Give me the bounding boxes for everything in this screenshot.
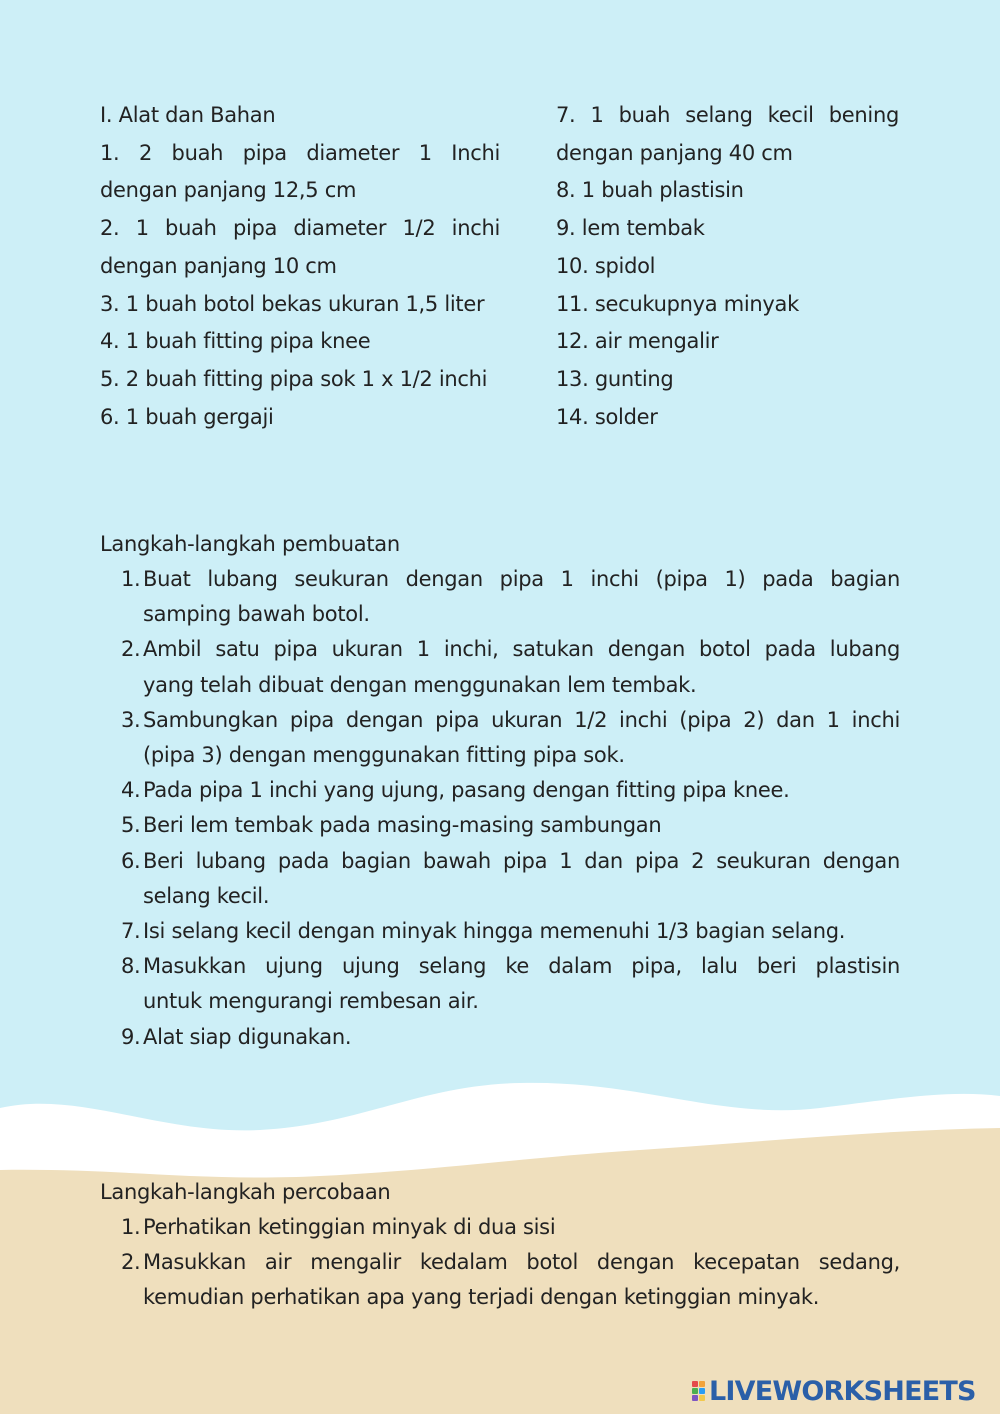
step-text: selang kecil.: [143, 883, 270, 908]
material-line: 1. 2 buah pipa diameter 1 Inchi: [100, 140, 500, 165]
step-number: 3.: [121, 707, 141, 732]
step-item: [100, 844, 900, 914]
step-item: [100, 1020, 900, 1055]
material-line: dengan panjang 12,5 cm: [100, 178, 357, 203]
step-number: 1.: [121, 1215, 141, 1239]
step-text: Buat lubang seukuran dengan pipa 1 inchi (pipa 1) pada bagian: [143, 567, 900, 591]
step-number: 4.: [121, 778, 141, 803]
material-line: 9. lem tembak: [556, 216, 705, 241]
step-text: (pipa 3) dengan menggunakan fitting pipa sok.: [143, 743, 625, 768]
material-line: 13. gunting: [556, 366, 674, 391]
step-item: [100, 808, 900, 843]
section-title: Langkah-langkah percobaan: [100, 1180, 391, 1204]
logo-text: LIVEWORKSHEETS: [709, 1375, 976, 1407]
step-text: Ambil satu pipa ukuran 1 inchi, satukan dengan botol pada lubang: [143, 637, 900, 662]
material-line: 11. secukupnya minyak: [556, 291, 799, 316]
step-item: [100, 1210, 900, 1245]
step-number: 9.: [121, 1024, 141, 1049]
step-text: kemudian perhatikan apa yang terjadi dengan ketinggian minyak.: [143, 1285, 820, 1310]
experiment-steps-list: [100, 1210, 900, 1316]
material-line: 10. spidol: [556, 253, 656, 278]
materials-heading: I. Alat dan Bahan: [100, 103, 276, 127]
step-number: 8.: [121, 954, 141, 979]
material-line: dengan panjang 40 cm: [556, 140, 793, 165]
material-line: 8. 1 buah plastisin: [556, 178, 744, 203]
material-line: 5. 2 buah fitting pipa sok 1 x 1/2 inchi: [100, 366, 488, 391]
step-text: Pada pipa 1 inchi yang ujung, pasang dengan fitting pipa knee.: [143, 778, 790, 803]
step-item: [100, 949, 900, 1019]
step-text: Masukkan air mengalir kedalam botol dengan kecepatan sedang,: [143, 1250, 900, 1275]
construction-steps-section: [100, 527, 900, 1055]
experiment-steps-section: [100, 1175, 900, 1316]
material-line: 3. 1 buah botol bekas ukuran 1,5 liter: [100, 291, 485, 316]
step-text: yang telah dibuat dengan menggunakan lem tembak.: [143, 672, 697, 697]
step-item: [100, 562, 900, 632]
step-text: Perhatikan ketinggian minyak di dua sisi: [143, 1215, 556, 1239]
step-text: samping bawah botol.: [143, 602, 370, 627]
step-item: [100, 773, 900, 808]
step-item: [100, 632, 900, 702]
step-number: 6.: [121, 848, 141, 873]
step-item: [100, 914, 900, 949]
step-number: 1.: [121, 567, 141, 591]
materials-left-column: [100, 97, 500, 436]
step-text: Isi selang kecil dengan minyak hingga memenuhi 1/3 bagian selang.: [143, 919, 846, 944]
liveworksheets-logo-icon: [692, 1381, 705, 1401]
step-number: 2.: [121, 1250, 141, 1275]
step-text: Masukkan ujung ujung selang ke dalam pipa, lalu beri plastisin: [143, 954, 900, 979]
material-line: 4. 1 buah fitting pipa knee: [100, 329, 371, 354]
material-line: 2. 1 buah pipa diameter 1/2 inchi: [100, 216, 500, 241]
step-text: untuk mengurangi rembesan air.: [143, 989, 479, 1014]
step-number: 7.: [121, 919, 141, 944]
step-text: Alat siap digunakan.: [143, 1024, 352, 1049]
material-line: 12. air mengalir: [556, 329, 719, 354]
construction-steps-list: [100, 562, 900, 1055]
material-line: 6. 1 buah gergaji: [100, 404, 274, 429]
material-line: dengan panjang 10 cm: [100, 253, 337, 278]
material-line: 14. solder: [556, 404, 658, 429]
materials-right-column: [556, 97, 899, 436]
step-number: 2.: [121, 637, 141, 662]
step-text: Beri lubang pada bagian bawah pipa 1 dan pipa 2 seukuran dengan: [143, 848, 900, 873]
section-title: Langkah-langkah pembuatan: [100, 532, 400, 556]
material-line: 7. 1 buah selang kecil bening: [556, 103, 899, 127]
step-number: 5.: [121, 813, 141, 838]
step-text: Sambungkan pipa dengan pipa ukuran 1/2 inchi (pipa 2) dan 1 inchi: [143, 707, 900, 732]
liveworksheets-logo[interactable]: [692, 1376, 976, 1406]
step-text: Beri lem tembak pada masing-masing sambungan: [143, 813, 662, 838]
step-item: [100, 703, 900, 773]
step-item: [100, 1245, 900, 1315]
